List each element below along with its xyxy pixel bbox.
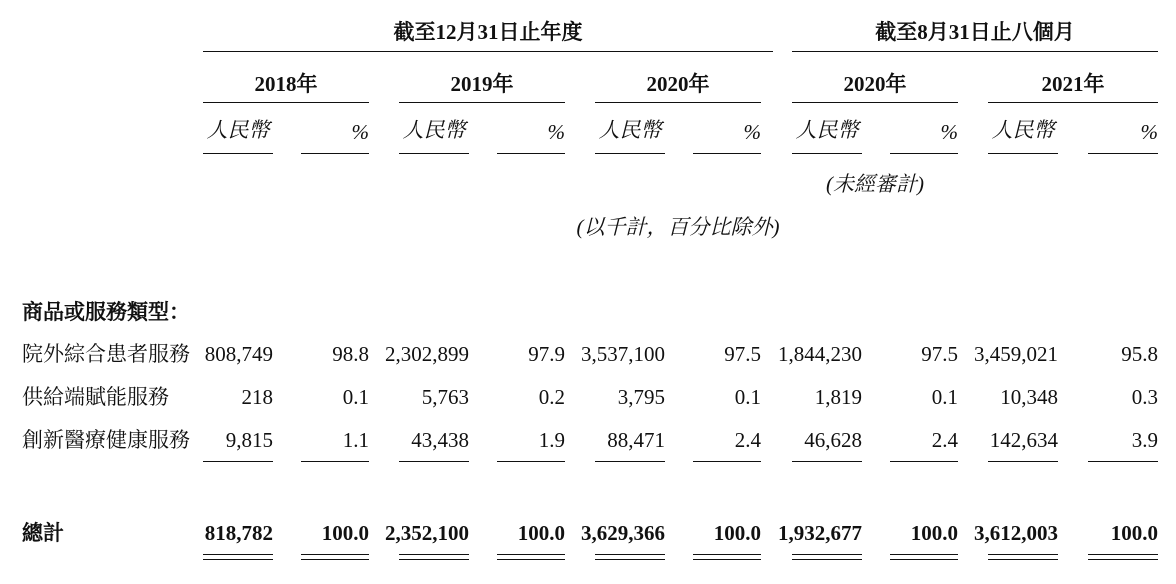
header-eight-months: 截至8月31日止八個月	[875, 20, 1075, 44]
year-header-2021-eight-months: 2021年	[1041, 72, 1105, 96]
cell-percent-2020: 0.1	[734, 385, 761, 409]
total-double-rule	[1088, 554, 1158, 560]
cell-amount-2020-eight-months: 1,844,230	[778, 342, 862, 366]
total-percent-2018: 100.0	[321, 521, 369, 545]
header-year-end-rule	[203, 51, 773, 52]
total-amount-2020: 3,629,366	[581, 521, 665, 545]
cell-percent-2020-eight-months: 97.5	[921, 342, 958, 366]
cell-percent-2019: 97.9	[528, 342, 565, 366]
total-amount-2018: 818,782	[204, 521, 273, 545]
row-label-innovative-healthcare-services: 創新醫療健康服務	[22, 428, 190, 452]
currency-header-2020: 人民幣	[598, 118, 662, 142]
cell-amount-2019: 5,763	[421, 385, 469, 409]
percent-rule-2020	[693, 153, 761, 154]
subtotal-rule	[301, 461, 369, 462]
percent-header-2021-eight-months: %	[1140, 120, 1158, 144]
currency-rule-2021-eight-months	[988, 153, 1058, 154]
header-eight-months-rule	[792, 51, 1158, 52]
total-double-rule	[693, 554, 761, 560]
total-double-rule	[301, 554, 369, 560]
total-percent-2020-eight-months: 100.0	[910, 521, 958, 545]
cell-percent-2021-eight-months: 0.3	[1131, 385, 1158, 409]
year-rule-2020	[595, 102, 761, 103]
percent-rule-2021-eight-months	[1088, 153, 1158, 154]
total-percent-2019: 100.0	[517, 521, 565, 545]
percent-rule-2018	[301, 153, 369, 154]
currency-header-2020-eight-months: 人民幣	[795, 118, 859, 142]
cell-amount-2018: 218	[241, 385, 273, 409]
subtotal-rule	[1088, 461, 1158, 462]
cell-amount-2020-eight-months: 46,628	[804, 428, 862, 452]
percent-rule-2020-eight-months	[890, 153, 958, 154]
percent-header-2020: %	[743, 120, 761, 144]
subtotal-rule	[988, 461, 1058, 462]
cell-percent-2020-eight-months: 0.1	[931, 385, 958, 409]
total-double-rule	[203, 554, 273, 560]
currency-rule-2018	[203, 153, 273, 154]
subtotal-rule	[497, 461, 565, 462]
section-title: 商品或服務類型：	[22, 300, 190, 324]
cell-amount-2020: 3,795	[617, 385, 665, 409]
subtotal-rule	[399, 461, 469, 462]
row-label-outpatient-services: 院外綜合患者服務	[22, 342, 190, 366]
percent-header-2018: %	[351, 120, 369, 144]
cell-amount-2020: 88,471	[607, 428, 665, 452]
unit-note: (以千計，百分比除外)	[576, 215, 780, 239]
total-amount-2021-eight-months: 3,612,003	[974, 521, 1058, 545]
currency-header-2019: 人民幣	[402, 118, 466, 142]
total-percent-2021-eight-months: 100.0	[1110, 521, 1158, 545]
subtotal-rule	[595, 461, 665, 462]
total-amount-2020-eight-months: 1,932,677	[778, 521, 862, 545]
cell-amount-2019: 2,302,899	[385, 342, 469, 366]
cell-percent-2018: 98.8	[332, 342, 369, 366]
cell-amount-2018: 9,815	[225, 428, 273, 452]
total-label: 總計	[22, 521, 64, 545]
cell-percent-2020-eight-months: 2.4	[931, 428, 958, 452]
year-rule-2020-eight-months	[792, 102, 958, 103]
total-double-rule	[792, 554, 862, 560]
currency-rule-2020	[595, 153, 665, 154]
cell-percent-2020: 97.5	[724, 342, 761, 366]
cell-amount-2018: 808,749	[204, 342, 273, 366]
total-amount-2019: 2,352,100	[385, 521, 469, 545]
row-label-supply-side-services: 供給端賦能服務	[22, 385, 169, 409]
cell-amount-2021-eight-months: 142,634	[989, 428, 1058, 452]
year-rule-2019	[399, 102, 565, 103]
year-rule-2021-eight-months	[988, 102, 1158, 103]
cell-percent-2019: 0.2	[538, 385, 565, 409]
currency-rule-2019	[399, 153, 469, 154]
total-double-rule	[497, 554, 565, 560]
cell-percent-2018: 0.1	[342, 385, 369, 409]
cell-percent-2020: 2.4	[734, 428, 761, 452]
year-rule-2018	[203, 102, 369, 103]
cell-amount-2021-eight-months: 3,459,021	[974, 342, 1058, 366]
cell-amount-2020-eight-months: 1,819	[814, 385, 862, 409]
total-double-rule	[399, 554, 469, 560]
cell-amount-2021-eight-months: 10,348	[1000, 385, 1058, 409]
year-header-2019: 2019年	[450, 72, 514, 96]
cell-percent-2021-eight-months: 3.9	[1131, 428, 1158, 452]
percent-header-2019: %	[547, 120, 565, 144]
header-year-end: 截至12月31日止年度	[393, 20, 583, 44]
year-header-2018: 2018年	[254, 72, 318, 96]
subtotal-rule	[890, 461, 958, 462]
year-header-2020: 2020年	[646, 72, 710, 96]
subtotal-rule	[203, 461, 273, 462]
percent-rule-2019	[497, 153, 565, 154]
cell-percent-2018: 1.1	[342, 428, 369, 452]
cell-amount-2019: 43,438	[411, 428, 469, 452]
currency-header-2018: 人民幣	[206, 118, 270, 142]
percent-header-2020-eight-months: %	[940, 120, 958, 144]
currency-header-2021-eight-months: 人民幣	[991, 118, 1055, 142]
total-double-rule	[988, 554, 1058, 560]
subtotal-rule	[693, 461, 761, 462]
cell-amount-2020: 3,537,100	[581, 342, 665, 366]
total-percent-2020: 100.0	[713, 521, 761, 545]
total-double-rule	[890, 554, 958, 560]
cell-percent-2021-eight-months: 95.8	[1121, 342, 1158, 366]
cell-percent-2019: 1.9	[538, 428, 565, 452]
subtotal-rule	[792, 461, 862, 462]
year-header-2020-eight-months: 2020年	[843, 72, 907, 96]
currency-rule-2020-eight-months	[792, 153, 862, 154]
unaudited-note: (未經審計)	[826, 172, 924, 196]
total-double-rule	[595, 554, 665, 560]
